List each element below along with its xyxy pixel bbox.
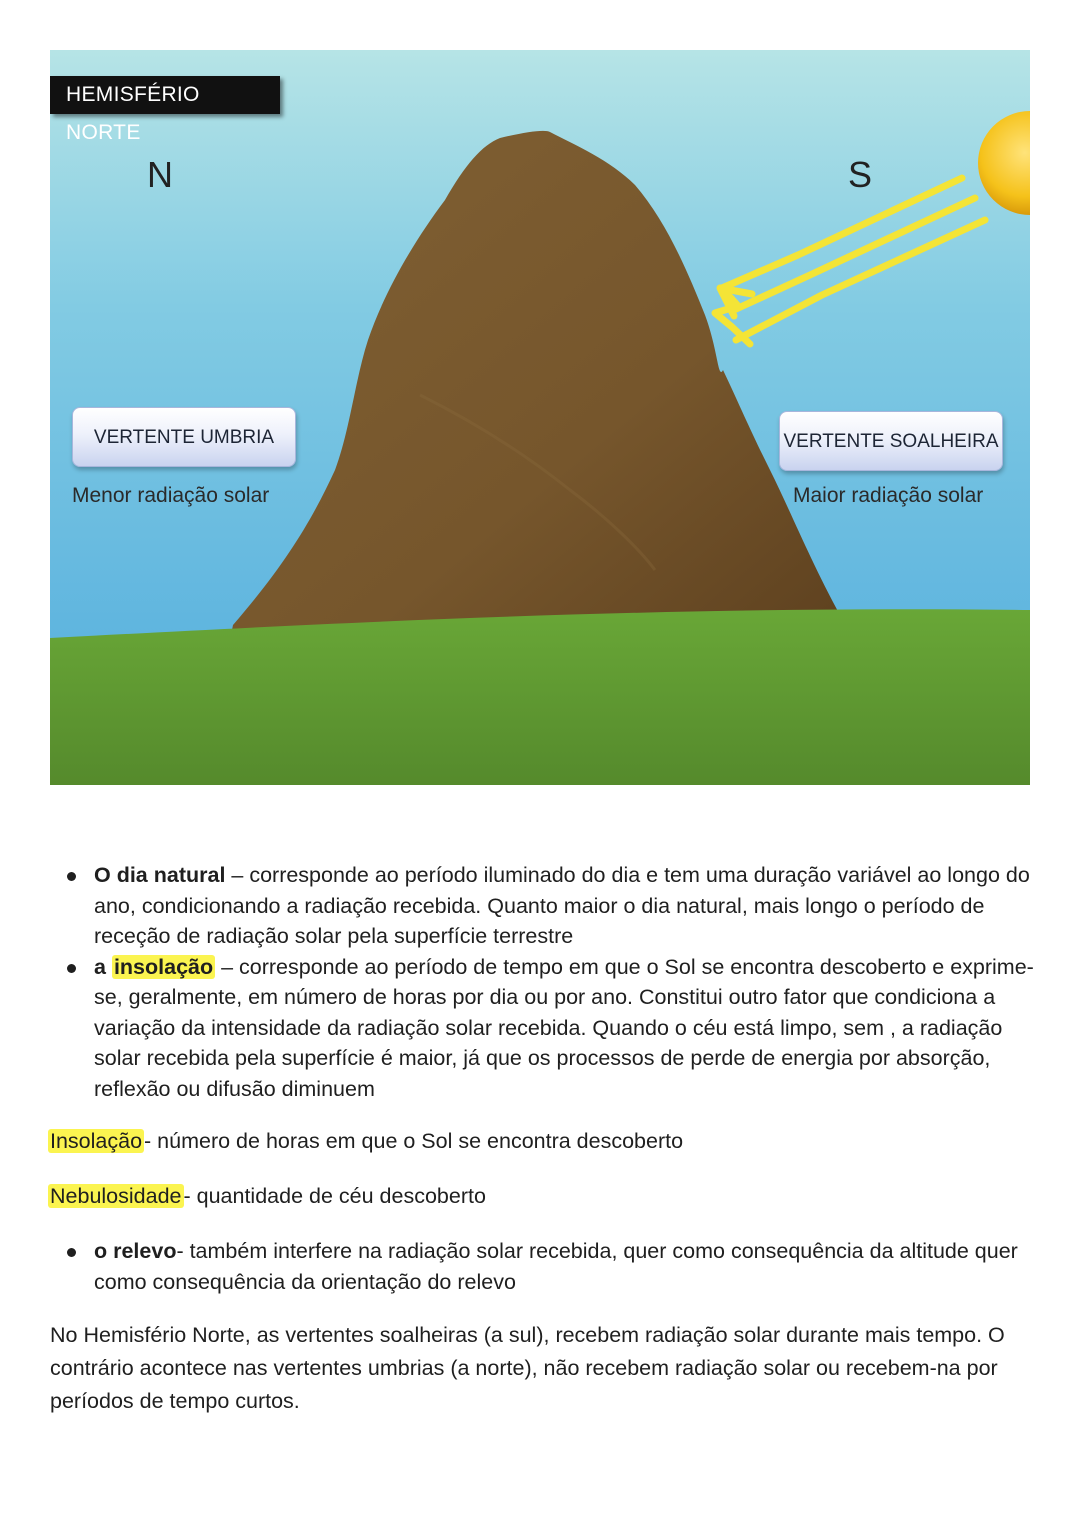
item-text: – corresponde ao período iluminado do dia e tem uma duração variável ao longo do ano, condicionando a radiação recebida. Quanto maior o dia natural, mais longo o período de receção de radiação solar pela superfície terrestre xyxy=(94,863,1030,948)
soalheira-caption: Maior radiação solar xyxy=(793,484,984,507)
definition-insolacao xyxy=(48,1126,1033,1157)
umbria-caption: Menor radiação solar xyxy=(72,484,270,507)
list-item xyxy=(50,1236,1035,1297)
umbria-slope-label: VERTENTE UMBRIA xyxy=(72,407,296,467)
slope-exposure-figure xyxy=(50,50,1030,785)
item-text: – corresponde ao período de tempo em que o Sol se encontra descoberto e exprime-se, geralmente, em número de horas por dia ou por ano. Constitui outro fator que condiciona a variação da intensidade da radiação solar recebida. Quando o céu está limpo, sem , a radiação solar recebida pela superfície é maior, já que os processos de perde de energia por absorção, reflexão ou difusão diminuem xyxy=(94,954,1034,1101)
closing-paragraph xyxy=(50,1319,1010,1418)
south-label: S xyxy=(848,154,873,195)
definition-term: Nebulosidade xyxy=(50,1184,182,1208)
list-item xyxy=(50,860,1035,952)
list-item xyxy=(50,952,1035,1105)
north-label: N xyxy=(147,154,173,195)
item-text: - também interfere na radiação solar recebida, quer como consequência da altitude quer como consequência da orientação do relevo xyxy=(94,1239,1018,1294)
hemisphere-label: HEMISFÉRIO NORTE xyxy=(50,76,280,114)
term-prefix: a xyxy=(94,954,112,979)
definition-text: - quantidade de céu descoberto xyxy=(183,1184,486,1208)
term-insolacao: insolação xyxy=(113,954,214,979)
soalheira-slope-label: VERTENTE SOALHEIRA xyxy=(779,411,1003,471)
closing-paragraph-text: No Hemisfério Norte, as vertentes soalheiras (a sul), recebem radiação solar durante mais tempo. O contrário acontece nas vertentes umbrias (a norte), não recebem radiação solar ou recebem-na por períodos de tempo curtos. xyxy=(50,1323,1005,1413)
factors-list-2 xyxy=(50,1236,1035,1297)
definition-text: - número de horas em que o Sol se encontra descoberto xyxy=(144,1129,684,1153)
definition-term: Insolação xyxy=(50,1129,143,1153)
term-relevo: o relevo xyxy=(94,1239,177,1263)
factors-list-1 xyxy=(50,860,1035,1104)
term-dia-natural: O dia natural xyxy=(94,863,226,887)
ground xyxy=(50,609,1030,785)
definition-nebulosidade xyxy=(48,1181,1033,1212)
